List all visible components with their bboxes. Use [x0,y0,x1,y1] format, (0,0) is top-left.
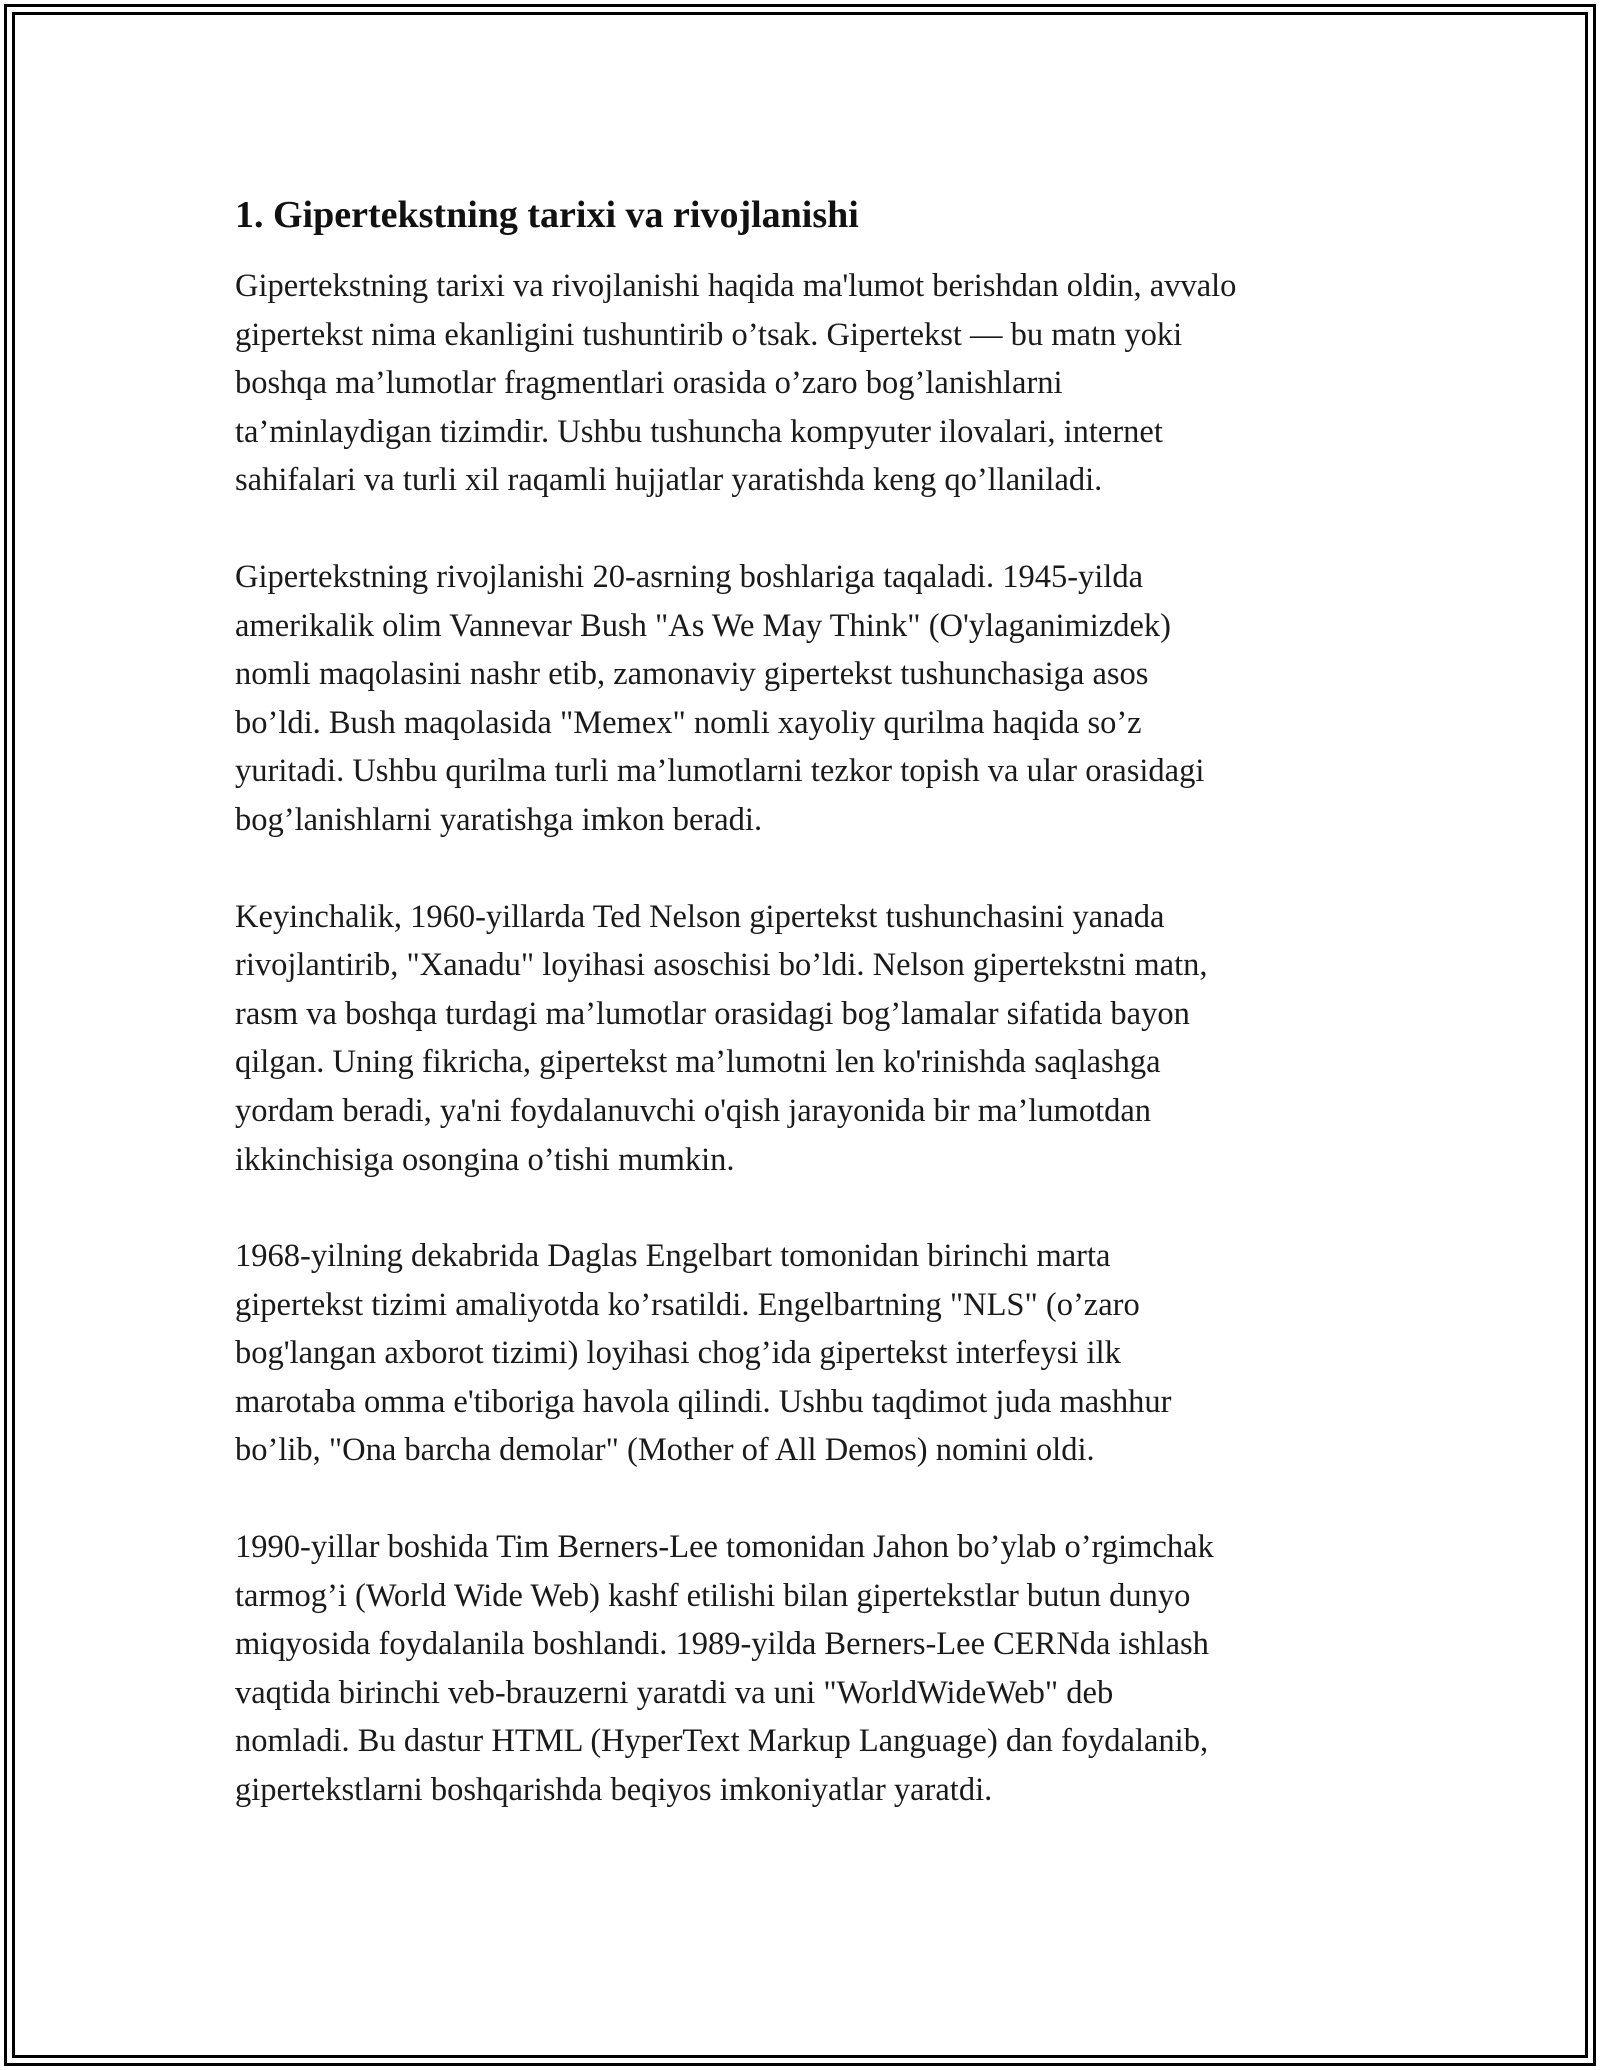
paragraph-line: bo’ldi. Bush maqolasida "Memex" nomli xayoliy qurilma haqida so’z [235,704,1142,741]
paragraph-line: nomladi. Bu dastur HTML (HyperText Markup Language) dan foydalanib, [235,1723,1209,1760]
paragraph-line: gipertekst tizimi amaliyotda ko’rsatildi. Engelbartning "NLS" (o’zaro [235,1286,1140,1323]
paragraph-4 [235,1232,1375,1475]
paragraph-line: gipertekstlarni boshqarishda beqiyos imkoniyatlar yaratdi. [235,1772,993,1809]
paragraph-line: ta’minlaydigan tizimdir. Ushbu tushuncha kompyuter ilovalari, internet [235,413,1163,450]
paragraph-line: gipertekst nima ekanligini tushuntirib o’tsak. Gipertekst — bu matn yoki [235,316,1183,353]
paragraph-line: nomli maqolasini nashr etib, zamonaviy gipertekst tushunchasiga asos [235,656,1149,693]
paragraph-line: ikkinchisiga osongina o’tishi mumkin. [235,1141,735,1178]
paragraph-line: amerikalik olim Vannevar Bush "As We May Think" (O'ylaganimizdek) [235,607,1171,644]
paragraph-1 [235,262,1375,505]
paragraph-line: bog'langan axborot tizimi) loyihasi chog’ida gipertekst interfeysi ilk [235,1335,1121,1372]
paragraph-line: boshqa ma’lumotlar fragmentlari orasida o’zaro bog’lanishlarni [235,365,1063,402]
paragraph-line: bo’lib, "Ona barcha demolar" (Mother of All Demos) nomini oldi. [235,1432,1095,1469]
paragraph-line: bog’lanishlarni yaratishga imkon beradi. [235,801,763,838]
paragraph-line: rivojlantirib, "Xanadu" loyihasi asoschisi bo’ldi. Nelson gipertekstni matn, [235,947,1208,984]
paragraph-line: yordam beradi, ya'ni foydalanuvchi o'qish jarayonida bir ma’lumotdan [235,1092,1152,1129]
section-heading: 1. Gipertekstning tarixi va rivojlanishi [235,194,859,236]
paragraph-2 [235,553,1375,845]
paragraph-line: vaqtida birinchi veb-brauzerni yaratdi va uni "WorldWideWeb" deb [235,1674,1114,1711]
paragraph-line: rasm va boshqa turdagi ma’lumotlar orasidagi bog’lamalar sifatida bayon [235,995,1190,1032]
paragraph-line: 1968-yilning dekabrida Daglas Engelbart tomonidan birinchi marta [235,1238,1111,1275]
paragraph-line: qilgan. Uning fikricha, gipertekst ma’lumotni len ko'rinishda saqlashga [235,1044,1161,1081]
paragraph-line: Gipertekstning rivojlanishi 20-asrning boshlariga taqaladi. 1945-yilda [235,558,1144,595]
paragraph-line: marotaba omma e'tiboriga havola qilindi. Ushbu taqdimot juda mashhur [235,1383,1172,1420]
paragraph-line: tarmog’i (World Wide Web) kashf etilishi bilan gipertekstlar butun dunyo [235,1577,1191,1614]
paragraph-line: miqyosida foydalanila boshlandi. 1989-yilda Berners-Lee CERNda ishlash [235,1626,1209,1663]
paragraph-3 [235,893,1375,1185]
paragraph-line: Keyinchalik, 1960-yillarda Ted Nelson gipertekst tushunchasini yanada [235,898,1165,935]
paragraph-line: Gipertekstning tarixi va rivojlanishi haqida ma'lumot berishdan oldin, avvalo [235,268,1237,304]
paragraph-line: sahifalari va turli xil raqamli hujjatlar yaratishda keng qo’llaniladi. [235,462,1103,499]
document-body [235,186,1375,1863]
paragraph-line: 1990-yillar boshida Tim Berners-Lee tomonidan Jahon bo’ylab o’rgimchak [235,1529,1214,1566]
paragraph-5 [235,1523,1375,1815]
paragraph-line: yuritadi. Ushbu qurilma turli ma’lumotlarni tezkor topish va ular orasidagi [235,753,1205,790]
